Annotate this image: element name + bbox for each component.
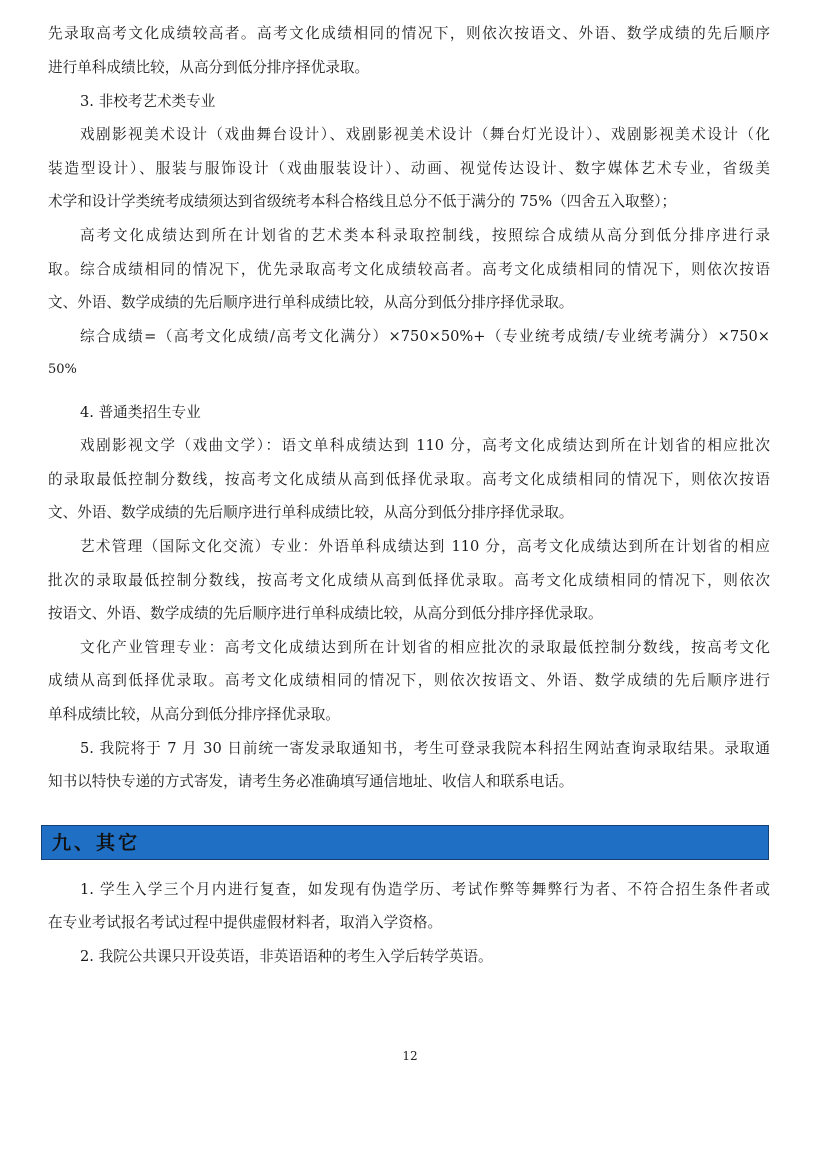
text-line: 2. 我院公共课只开设英语，非英语语种的考生入学后转学英语。 [80, 948, 493, 965]
text-line: 戏剧影视美术设计（戏曲舞台设计）、戏剧影视美术设计（舞台灯光设计）、戏剧影视美术设计（化 [80, 126, 770, 143]
text-line: 1. 学生入学三个月内进行复查，如发现有伪造学历、考试作弊等舞弊行为者、不符合招生条件者或 [80, 881, 770, 898]
text-line: 高考文化成绩达到所在计划省的艺术类本科录取控制线，按照综合成绩从高分到低分排序进行录 [80, 227, 770, 244]
text-line: 单科成绩比较，从高分到低分排序择优录取。 [48, 706, 340, 723]
text-line: 文、外语、数学成绩的先后顺序进行单科成绩比较，从高分到低分排序择优录取。 [48, 294, 574, 311]
text-line: 的录取最低控制分数线，按高考文化成绩从高到低择优录取。高考文化成绩相同的情况下，则依次按语 [48, 471, 770, 488]
text-line: 进行单科成绩比较，从高分到低分排序择优录取。 [48, 59, 370, 76]
formula-line: 综合成绩=（高考文化成绩/高考文化满分）×750×50%+（专业统考成绩/专业统考满分）×750× [80, 328, 770, 345]
section-title: 九、其它 [52, 832, 141, 854]
text-line: 戏剧影视文学（戏曲文学）：语文单科成绩达到 110 分，高考文化成绩达到所在计划省的相应批次 [80, 437, 770, 454]
text-line: 成绩从高到低择优录取。高考文化成绩相同的情况下，则依次按语文、外语、数学成绩的先后顺序进行 [48, 672, 770, 689]
text-line: 文化产业管理专业：高考文化成绩达到所在计划省的相应批次的录取最低控制分数线，按高考文化 [80, 639, 770, 656]
text-line: 文、外语、数学成绩的先后顺序进行单科成绩比较，从高分到低分排序择优录取。 [48, 504, 574, 521]
section-header-bar [41, 825, 769, 860]
subheading-non-school-exam-art: 3. 非校考艺术类专业 [80, 93, 216, 110]
page-number: 12 [402, 1049, 418, 1063]
text-line: 装造型设计）、服装与服饰设计（戏曲服装设计）、动画、视觉传达设计、数字媒体艺术专业，省级美 [48, 160, 770, 177]
text-line: 按语文、外语、数学成绩的先后顺序进行单科成绩比较，从高分到低分排序择优录取。 [48, 605, 603, 622]
text-line: 艺术管理（国际文化交流）专业：外语单科成绩达到 110 分，高考文化成绩达到所在计划省的相应 [80, 538, 770, 555]
text-line: 5. 我院将于 7 月 30 日前统一寄发录取通知书，考生可登录我院本科招生网站查询录取结果。录取通 [80, 740, 770, 757]
text-line: 术学和设计学类统考成绩须达到省级统考本科合格线且总分不低于满分的 75%（四舍五入取整）； [48, 193, 677, 210]
text-line: 取。综合成绩相同的情况下，优先录取高考文化成绩较高者。高考文化成绩相同的情况下，则依次按语 [48, 261, 770, 278]
text-line: 批次的录取最低控制分数线，按高考文化成绩从高到低择优录取。高考文化成绩相同的情况下，则依次 [48, 572, 770, 589]
subheading-general-majors: 4. 普通类招生专业 [80, 404, 201, 421]
text-line: 先录取高考文化成绩较高者。高考文化成绩相同的情况下，则依次按语文、外语、数学成绩的先后顺序 [48, 25, 770, 42]
text-line: 在专业考试报名考试过程中提供虚假材料者，取消入学资格。 [48, 914, 443, 931]
formula-line: 50% [48, 362, 77, 377]
text-line: 知书以特快专递的方式寄发，请考生务必准确填写通信地址、收信人和联系电话。 [48, 773, 574, 790]
